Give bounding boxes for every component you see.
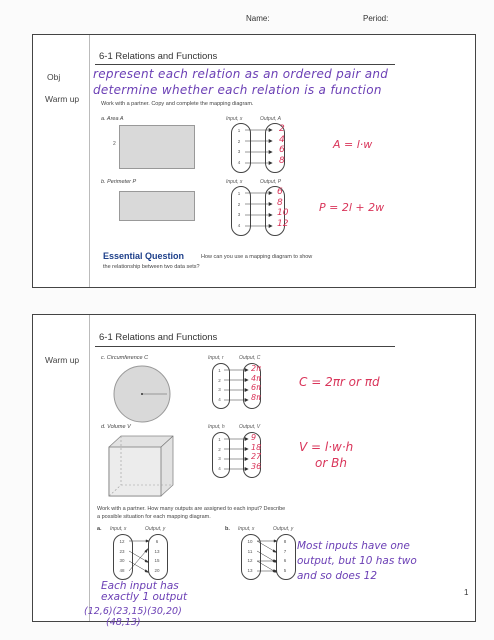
note-b2: Most inputs have one output, but 10 has two and so does 12 [297, 540, 417, 582]
part-b-output-label: Output, P [260, 179, 282, 185]
outputs-d: 9 18 27 36 [251, 433, 262, 471]
part-b2-label: b. [225, 526, 230, 532]
part-a2-label: a. [97, 526, 102, 532]
mapping-arrows-b2 [255, 534, 279, 578]
mapping-arrows-c [221, 363, 251, 407]
prism-figure [107, 433, 177, 499]
warm-up-label: Warm up [45, 355, 80, 365]
page-number: 1 [464, 588, 469, 597]
part-a-output-label: Output, A [260, 116, 281, 122]
title-rule [95, 346, 395, 347]
part-c-input-label: Input, r [208, 355, 224, 361]
part-c-output-label: Output, C [239, 355, 261, 361]
part-b-input-label: Input, x [226, 179, 243, 185]
rectangle-b [119, 191, 195, 221]
part-b2-output-label: Output, y [273, 526, 294, 532]
input-list-b2: 10 11 12 13 [247, 539, 253, 573]
input-list-d: 1 2 3 4 [218, 437, 221, 471]
part-b-label: b. Perimeter P [101, 179, 137, 185]
essential-question-text-1: How can you use a mapping diagram to show [201, 254, 313, 260]
mapping-arrows-a [241, 123, 275, 171]
part-c-label: c. Circumference C [101, 355, 149, 361]
objective-line-1: represent each relation as an ordered pair and [93, 67, 389, 81]
output-list-a2: 6 13 15 20 [154, 539, 160, 573]
slide-2 [32, 314, 476, 622]
obj-label: Obj [47, 72, 61, 82]
volume-formula-2: or Bh [315, 456, 347, 470]
input-list-a2: 12 23 30 48 [119, 539, 125, 573]
outputs-a: 2 4 6 8 [279, 124, 285, 166]
part-a-label: a. Area A [101, 116, 124, 122]
rectangle-a [119, 125, 195, 169]
input-list-c: 1 2 3 4 [218, 368, 221, 402]
title-rule [95, 64, 395, 65]
input-list-b: 1 2 3 4 [237, 191, 241, 228]
question-line-2: a possible situation for each mapping diagram. [97, 514, 211, 520]
objective-line-2: determine whether each relation is a function [93, 83, 382, 97]
slide-title: 6-1 Relations and Functions [99, 332, 218, 343]
name-label: Name: [246, 14, 270, 23]
circumference-formula: C = 2πr or πd [299, 375, 380, 389]
outputs-c: 2π 4π 6π 8π [251, 364, 261, 402]
volume-formula-1: V = l·w·h [299, 440, 354, 454]
outputs-b: 6 8 10 12 [277, 187, 289, 229]
output-list-b2: 8 7 6 5 [283, 539, 287, 573]
margin-line [89, 315, 90, 621]
slide-title: 6-1 Relations and Functions [99, 51, 218, 62]
warm-up-label: Warm up [45, 94, 80, 104]
slide-1 [32, 34, 476, 288]
circle-figure [111, 363, 173, 425]
instruction-text: Work with a partner. Copy and complete the mapping diagram. [101, 101, 254, 107]
essential-question-heading: Essential Question [103, 251, 185, 261]
part-a2-input-label: Input, x [110, 526, 127, 532]
part-d-output-label: Output, V [239, 424, 261, 430]
dim-label: 2 [113, 141, 116, 147]
part-a-input-label: Input, x [226, 116, 243, 122]
part-d-input-label: Input, h [208, 424, 225, 430]
ordered-pairs-note: (12,6)(23,15)(30,20) (48,13) [84, 606, 182, 628]
part-b2-input-label: Input, x [238, 526, 255, 532]
area-formula: A = l·w [333, 138, 373, 151]
mapping-arrows-b [241, 186, 275, 234]
mapping-arrows-d [221, 432, 251, 476]
mapping-arrows-a2 [127, 534, 151, 578]
perimeter-formula: P = 2l + 2w [319, 201, 385, 214]
essential-question-text-2: the relationship between two data sets? [103, 264, 200, 270]
input-list-a: 1 2 3 4 [237, 128, 241, 165]
part-d-label: d. Volume V [101, 424, 131, 430]
part-a2-output-label: Output, y [145, 526, 166, 532]
period-label: Period: [363, 14, 389, 23]
margin-line [89, 35, 90, 287]
note-a2: Each input has exactly 1 output [101, 580, 188, 603]
question-line-1: Work with a partner. How many outputs are assigned to each input? Describe [97, 506, 286, 512]
